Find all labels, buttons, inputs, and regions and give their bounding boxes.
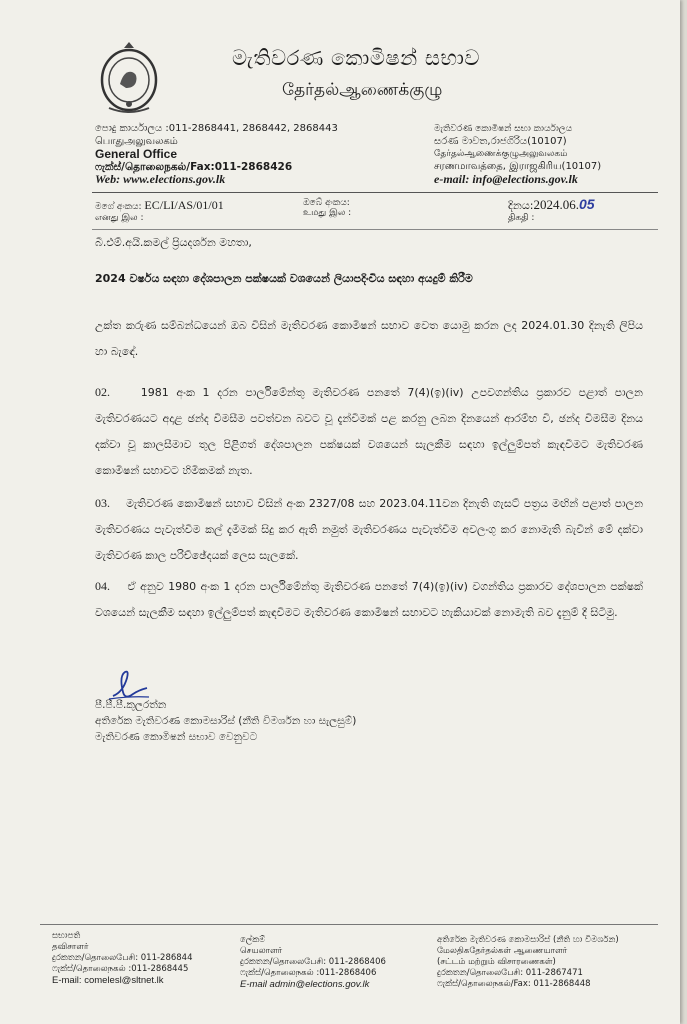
your-ref-label: ඔබේ අංකය:: [303, 198, 350, 208]
footer-secretary-email[interactable]: E-mail admin@elections.gov.lk: [240, 979, 370, 990]
general-office-tamil: பொதுஅலுவலகம்: [95, 135, 178, 147]
my-ref-label-ta: எனது இல :: [95, 213, 144, 223]
footer-secretary: [240, 935, 386, 990]
date-label: දිනය:: [508, 199, 534, 212]
commission-address-ta: சரணமாவத்தை, இராஜகிரிய(10107): [434, 160, 602, 172]
date-field: [508, 196, 595, 224]
your-ref-label-ta: உமது இல :: [303, 208, 352, 218]
paragraph-02: [95, 379, 643, 484]
my-ref: [95, 198, 224, 224]
intro-paragraph: උක්ත කරුණ සම්බන්ධයෙන් ඔබ විසින් මැතිවරණ කොමිෂන් සභාව වෙත යොමු කරන ලද 2024.01.30 දිනැති ලිපිය හා බැඳේ.: [95, 319, 643, 358]
right-contact-block: [434, 123, 601, 186]
footer-secretary-title-ta: செயலாளர்: [240, 946, 283, 956]
commission-address-si: සරණ මාවත,රාජගිරිය(10107): [434, 135, 567, 147]
footer-addl-fax: ෆැක්ස්/தொலைநகல்/Fax: 011-2868448: [437, 979, 591, 989]
org-name-tamil: தேர்தல்ஆணைக்குழு: [282, 80, 443, 100]
my-ref-value: EC/LI/AS/01/01: [144, 198, 224, 212]
letter-subject: 2024 වර්ෂය සඳහා දේශපාලන පක්ෂයක් වශයෙන් ලියාපදිංචිය සඳහා අයදුම් කිරීම: [95, 272, 473, 285]
footer-chairman-email[interactable]: E-mail: comelesl@sltnet.lk: [52, 975, 164, 986]
footer-addl-commissioner: [437, 935, 619, 990]
reference-divider: [92, 229, 658, 230]
paragraph-number: 03.: [95, 496, 110, 510]
footer-secretary-phone: දුරකතන/தொலைபேசி: 011-2868406: [240, 957, 386, 967]
footer-addl-phone: දුරකතන/தொலைபேசி: 011-2867471: [437, 968, 583, 978]
signatory-title: අතිරේක මැතිවරණ කොමසාරිස් (නීති විමර්ශන හා සැලසුම්): [95, 715, 357, 727]
general-office-fax: ෆැක්ස්/தொலைநகல்/Fax:011-2868426: [95, 160, 293, 173]
my-ref-label: මගේ අංකය:: [95, 202, 142, 212]
sri-lanka-emblem-icon: [94, 40, 164, 114]
left-contact-block: [95, 123, 338, 186]
signatory-onbehalf: මැතිවරණ කොමිෂන් සභාව වෙනුවට: [95, 731, 258, 743]
footer-chairman-title: සභාපති: [52, 931, 81, 941]
footer-addl-title: අතිරේක මැතිවරණ කොමසාරිස් (නීති හා විමර්ශන): [437, 935, 619, 945]
signatory-block: [95, 697, 356, 745]
commission-office-label: මැතිවරණ කොමිෂන් සභා කාර්යාලය: [434, 124, 573, 134]
commission-office-tamil: தேர்தல்ஆணைக்குழுஅலுவலகம்: [434, 149, 568, 159]
org-name-sinhala: මැතිවරණ කොමිෂන් සභාව: [232, 46, 480, 70]
footer-chairman-title-ta: தவிசாளர்: [52, 942, 89, 952]
footer-chairman-phone: දුරකතන/தொலைபேசி: 011-286844: [52, 953, 193, 963]
date-label-ta: திகதி :: [508, 213, 535, 223]
footer-addl-title-ta: மேலதிகதேர்தல்கள் ஆணையாளர்: [437, 946, 568, 956]
addressee: බී.එම්.අයි.කමල් ප්‍රියදර්ශන මහතා,: [95, 236, 252, 249]
paragraph-number: 04.: [95, 579, 110, 593]
footer-chairman: [52, 931, 193, 986]
footer-divider: [40, 924, 658, 925]
email-link[interactable]: e-mail: info@elections.gov.lk: [434, 172, 578, 186]
footer-secretary-title: ලේකම්: [240, 935, 266, 945]
general-office-label: General Office: [95, 147, 178, 161]
paragraph-04: [95, 573, 643, 626]
date-printed: 2024.06.: [533, 197, 579, 212]
paragraph-text: 1981 අංක 1 දරන පාර්ලිමේන්තු මැතිවරණ පනතේ 7(4)(ඉ)(iv) උපවගන්තිය ප්‍රකාරව පළාත් පාලන මැතිවරණයට අදාළ ඡන්ද විමසීම පවත්වන බවට වූ දැන්වීමක් පළ කරනු ලබන දිනයෙන් ආරම්භ වී, ඡන්ද විමසීම දිනය දක්වා වූ කාලසීමාව තුල පිළිගත් දේශපාලන පක්ෂයක් වශයෙන් සැලකීම සඳහා ඉල්ලුම්පත් කැඳවීමට මැතිවරණ කොමිෂන් සභාවට හිමිකමක් නැත.: [95, 386, 643, 477]
footer-chairman-fax: ෆැක්ස්/தொலைநகல் :011-2868445: [52, 964, 189, 974]
paragraph-03: [95, 490, 643, 569]
your-ref: [303, 198, 351, 219]
header-divider: [92, 192, 658, 193]
paragraph-text: ඒ අනුව 1980 අංක 1 දරන පාර්ලිමේන්තු මැතිවරණ පනතේ 7(4)(ඉ)(iv) වගන්තිය ප්‍රකාරව දේශපාලන පක්ෂක් වශයෙන් සැලකීම සඳහා ඉල්ලුම්පත් කැඳවීමට මැතිවරණ කොමිෂන් සභාවට හැකියාවක් නොමැති බව දැනුම් දී සිටිමු.: [95, 580, 643, 619]
website-link[interactable]: Web: www.elections.gov.lk: [95, 172, 226, 186]
general-office-phone: පොදු කාර්යාලය :011-2868441, 2868442, 2868443: [95, 123, 338, 134]
signatory-name: පී.පී.පී.කුලරත්න: [95, 699, 167, 711]
footer-secretary-fax: ෆැක්ස්/தொலைநகல் :011-2868406: [240, 968, 377, 978]
footer-addl-title-ta2: (சட்டம் மற்றும் விசாரணைகள்): [437, 957, 556, 967]
date-handwritten: 05: [578, 196, 595, 212]
paragraph-number: 02.: [95, 385, 110, 399]
paragraph-text: මැතිවරණ කොමිෂන් සභාව විසින් අංක 2327/08 සහ 2023.04.11වන දිනැති ගැසට් පත්‍රය මඟින් පළාත් පාලන මැතිවරණය පැවැත්වීම කල් දැමීමක් සිදු කර ඇති නමුත් මැතිවරණය පැවැත්වීම අවලංගු කර නොමැති බැවින් මේ දක්වා මැතිවරණ කාල පරිච්ඡේදයක් ලෙස සැලකේ.: [95, 497, 643, 562]
